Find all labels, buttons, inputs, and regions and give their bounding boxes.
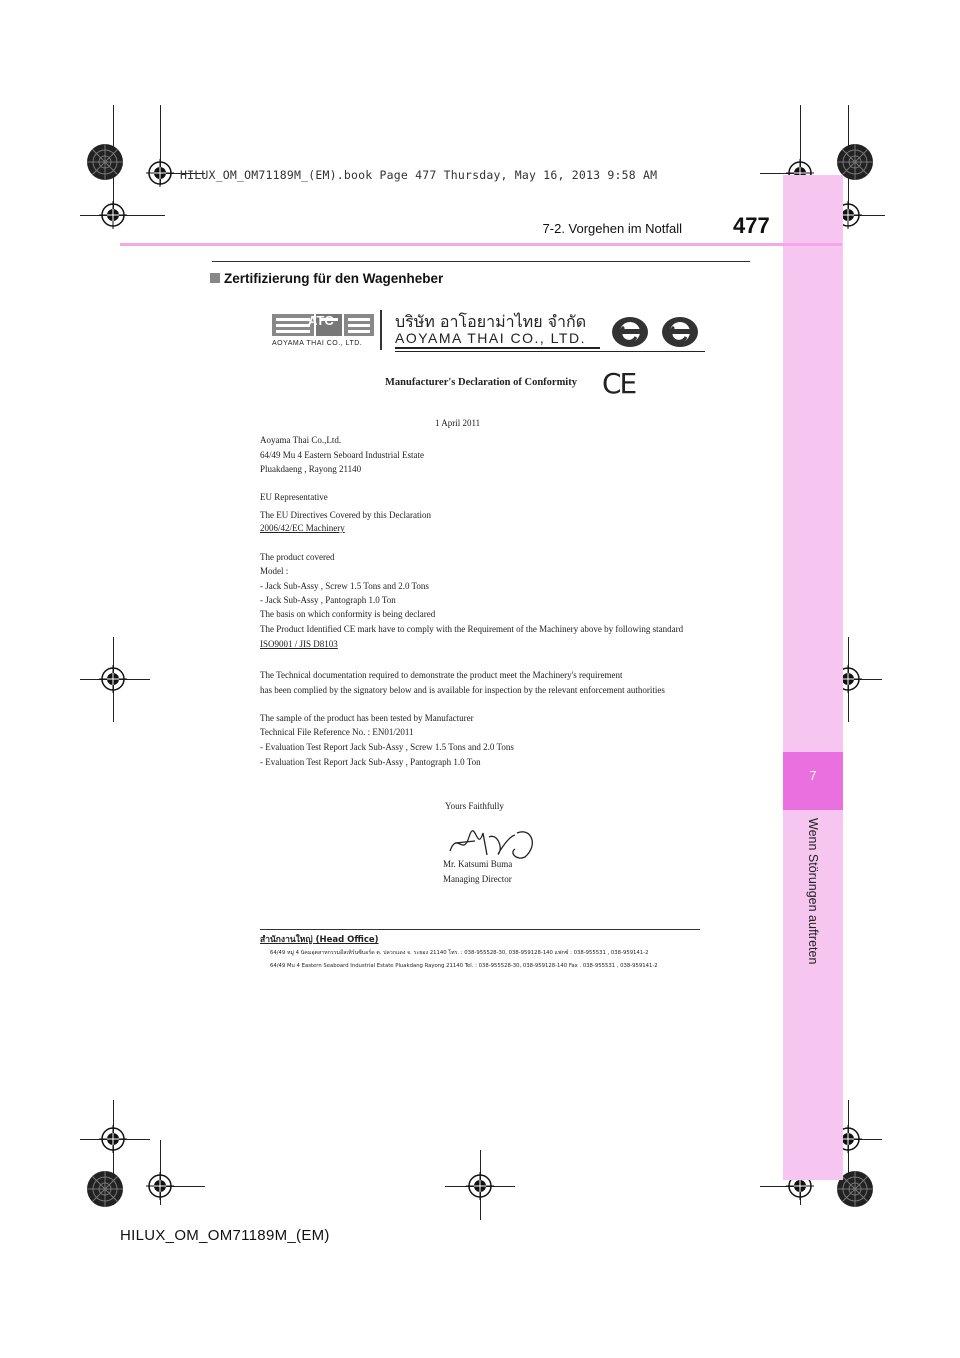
product-line: The product covered [260, 552, 335, 562]
registration-mark-icon [99, 1125, 127, 1153]
manual-code: HILUX_OM_OM71189M_(EM) [120, 1227, 330, 1244]
company-underline [395, 347, 600, 349]
logo-divider [380, 310, 382, 350]
standard: ISO9001 / JIS D8103 [260, 639, 338, 649]
company-name-thai: บริษัท อาโอยาม่าไทย จำกัด [395, 312, 587, 331]
section-title: 7-2. Vorgehen im Notfall [542, 221, 682, 236]
declaration-date: 1 April 2011 [435, 418, 481, 428]
chapter-side-strip [783, 175, 843, 1180]
eu-representative: EU Representative [260, 492, 328, 502]
directives-intro: The EU Directives Covered by this Declaration [260, 510, 431, 520]
test-line: Technical File Reference No. : EN01/2011 [260, 727, 414, 737]
section-heading [210, 271, 443, 286]
starburst-mark-icon [86, 1170, 124, 1208]
registration-mark-icon [466, 1172, 494, 1200]
company-name-en: AOYAMA THAI CO., LTD. [395, 330, 586, 346]
starburst-mark-icon [86, 143, 124, 181]
chapter-number: 7 [809, 768, 817, 783]
closing: Yours Faithfully [445, 801, 504, 811]
test-line: The sample of the product has been tested by Manufacturer [260, 713, 474, 723]
company-underline-2 [395, 351, 705, 352]
signer-name: Mr. Katsumi Buma [443, 859, 513, 869]
address-line: 64/49 Mu 4 Eastern Seboard Industrial Estate [260, 450, 424, 460]
ce-mark: CE [602, 367, 636, 400]
registration-mark-icon [99, 665, 127, 693]
head-office-line: 64/49 Mu 4 Eastern Seaboard Industrial Estate Pluakdang Rayong 21140 Tel. : 038-955528-30, 038-959128-140 Fax . 038-955531 , 038-959141-2 [270, 963, 658, 969]
tech-doc-line: has been complied by the signatory below and is available for inspection by the relevant enforcement authorities [260, 685, 665, 695]
product-line: - Jack Sub-Assy , Pantograph 1.0 Ton [260, 595, 396, 605]
header-pink-line [120, 243, 842, 246]
head-office-line: 64/49 หมู่ 4 นิคมอุตสาหกรรมอีสเทิร์นซีบอร์ด ต. ปลวกแดง จ. ระยอง 21140 โทร. : 038-955528-30, 038-959128-140 แฟกซ์ : 038-955531 , 038-959141-2 [270, 950, 649, 956]
registration-mark-icon [146, 1172, 174, 1200]
product-line: - Jack Sub-Assy , Screw 1.5 Tons and 2.0 Tons [260, 581, 429, 591]
chapter-title: Wenn Störungen auftreten [806, 818, 820, 965]
page-number: 477 [733, 213, 770, 238]
test-line: - Evaluation Test Report Jack Sub-Assy , Screw 1.5 Tons and 2.0 Tons [260, 742, 514, 752]
head-office-label: สำนักงานใหญ่ (Head Office) [260, 935, 379, 945]
tech-doc-line: The Technical documentation required to demonstrate the product meet the Machinery's requirement [260, 670, 623, 680]
signer-title: Managing Director [443, 874, 512, 884]
test-line: - Evaluation Test Report Jack Sub-Assy , Pantograph 1.0 Ton [260, 757, 481, 767]
certification-badge-icon [660, 315, 700, 354]
square-bullet-icon [210, 273, 220, 283]
footer-rule [260, 929, 700, 930]
certificate-image [250, 295, 710, 990]
heading-text: Zertifizierung für den Wagenheber [224, 271, 444, 286]
product-line: The basis on which conformity is being declared [260, 609, 436, 619]
atc-logo-text: ATC [308, 313, 334, 328]
declaration-title: Manufacturer's Declaration of Conformity [385, 377, 577, 388]
product-line: Model : [260, 566, 289, 576]
header-rule [212, 261, 750, 262]
atc-logo-subtitle: AOYAMA THAI CO., LTD. [272, 340, 363, 347]
registration-mark-icon [99, 201, 127, 229]
certification-badge-icon [610, 315, 650, 354]
registration-mark-icon [146, 159, 174, 187]
product-line: The Product Identified CE mark have to comply with the Requirement of the Machinery above by following standard [260, 624, 684, 634]
address-line: Pluakdaeng , Rayong 21140 [260, 464, 362, 474]
book-header: HILUX_OM_OM71189M_(EM).book Page 477 Thursday, May 16, 2013 9:58 AM [180, 168, 658, 182]
directive: 2006/42/EC Machinery [260, 523, 345, 533]
address-line: Aoyama Thai Co.,Ltd. [260, 435, 342, 445]
chapter-title-vertical [806, 818, 820, 1018]
